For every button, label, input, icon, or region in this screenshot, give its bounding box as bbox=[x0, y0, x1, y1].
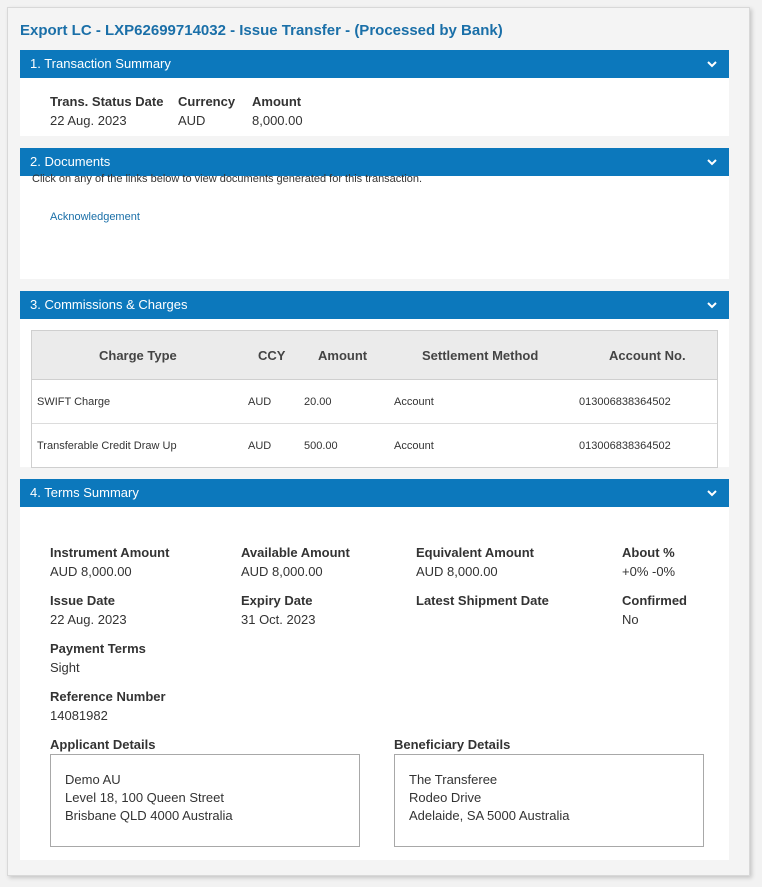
transaction-summary-section bbox=[20, 50, 729, 136]
charges-table-header bbox=[32, 331, 717, 380]
payment-terms-value: Sight bbox=[50, 660, 80, 675]
beneficiary-line: Rodeo Drive bbox=[409, 790, 482, 805]
commissions-section bbox=[20, 291, 729, 467]
cell-ccy: AUD bbox=[248, 396, 272, 408]
table-row bbox=[32, 424, 717, 467]
amount-value: 8,000.00 bbox=[252, 113, 303, 128]
page-title: Export LC - LXP62699714032 - Issue Transfer - (Processed by Bank) bbox=[20, 22, 503, 39]
applicant-line: Demo AU bbox=[65, 772, 121, 787]
documents-instruction: Click on any of the links below to view documents generated for this transaction. bbox=[32, 173, 423, 185]
currency-value: AUD bbox=[178, 113, 206, 128]
transaction-summary-header[interactable] bbox=[20, 50, 729, 78]
applicant-line: Level 18, 100 Queen Street bbox=[65, 790, 225, 805]
available-amount-label: Available Amount bbox=[241, 545, 350, 560]
beneficiary-details-box bbox=[394, 754, 704, 847]
col-charge-type: Charge Type bbox=[99, 348, 177, 363]
transaction-card bbox=[7, 7, 750, 876]
equivalent-amount-label: Equivalent Amount bbox=[416, 545, 534, 560]
cell-amount: 500.00 bbox=[304, 440, 338, 452]
chevron-down-icon[interactable] bbox=[705, 486, 719, 500]
commissions-header[interactable] bbox=[20, 291, 729, 319]
commissions-title: 3. Commissions & Charges bbox=[30, 297, 188, 312]
chevron-down-icon[interactable] bbox=[705, 155, 719, 169]
chevron-down-icon[interactable] bbox=[705, 57, 719, 71]
payment-terms-label: Payment Terms bbox=[50, 641, 146, 656]
cell-settlement-method: Account bbox=[394, 440, 434, 452]
table-row bbox=[32, 380, 717, 424]
col-account-no: Account No. bbox=[609, 348, 686, 363]
cell-account-no: 013006838364502 bbox=[579, 396, 671, 408]
beneficiary-details-label: Beneficiary Details bbox=[394, 737, 511, 752]
cell-settlement-method: Account bbox=[394, 396, 434, 408]
cell-account-no: 013006838364502 bbox=[579, 440, 671, 452]
terms-section bbox=[20, 479, 729, 860]
cell-ccy: AUD bbox=[248, 440, 272, 452]
instrument-amount-value: AUD 8,000.00 bbox=[50, 564, 132, 579]
equivalent-amount-value: AUD 8,000.00 bbox=[416, 564, 498, 579]
amount-label: Amount bbox=[252, 94, 302, 109]
beneficiary-line: Adelaide, SA 5000 Australia bbox=[409, 808, 570, 823]
cell-charge-type: SWIFT Charge bbox=[37, 396, 111, 408]
col-amount: Amount bbox=[318, 348, 368, 363]
instrument-amount-label: Instrument Amount bbox=[50, 545, 170, 560]
documents-header[interactable] bbox=[20, 148, 729, 176]
expiry-date-label: Expiry Date bbox=[241, 593, 313, 608]
confirmed-label: Confirmed bbox=[622, 593, 687, 608]
currency-label: Currency bbox=[178, 94, 236, 109]
about-label: About % bbox=[622, 545, 675, 560]
applicant-details-label: Applicant Details bbox=[50, 737, 156, 752]
documents-title: 2. Documents bbox=[30, 154, 111, 169]
trans-status-date-value: 22 Aug. 2023 bbox=[50, 113, 127, 128]
applicant-details-box bbox=[50, 754, 360, 847]
latest-shipment-date-label: Latest Shipment Date bbox=[416, 593, 549, 608]
issue-date-value: 22 Aug. 2023 bbox=[50, 612, 127, 627]
chevron-down-icon[interactable] bbox=[705, 298, 719, 312]
cell-charge-type: Transferable Credit Draw Up bbox=[37, 440, 177, 452]
terms-title: 4. Terms Summary bbox=[30, 485, 139, 500]
col-settlement-method: Settlement Method bbox=[422, 348, 539, 363]
reference-number-value: 14081982 bbox=[50, 708, 108, 723]
trans-status-date-label: Trans. Status Date bbox=[50, 94, 164, 109]
cell-amount: 20.00 bbox=[304, 396, 332, 408]
col-ccy: CCY bbox=[258, 348, 286, 363]
expiry-date-value: 31 Oct. 2023 bbox=[241, 612, 316, 627]
terms-header[interactable] bbox=[20, 479, 729, 507]
about-value: +0% -0% bbox=[622, 564, 676, 579]
reference-number-label: Reference Number bbox=[50, 689, 166, 704]
transaction-summary-title: 1. Transaction Summary bbox=[30, 56, 171, 71]
charges-table bbox=[31, 330, 718, 468]
applicant-line: Brisbane QLD 4000 Australia bbox=[65, 808, 233, 823]
available-amount-value: AUD 8,000.00 bbox=[241, 564, 323, 579]
beneficiary-line: The Transferee bbox=[409, 772, 498, 787]
acknowledgement-link[interactable]: Acknowledgement bbox=[50, 211, 140, 223]
issue-date-label: Issue Date bbox=[50, 593, 116, 608]
documents-section bbox=[20, 148, 729, 279]
confirmed-value: No bbox=[622, 612, 639, 627]
